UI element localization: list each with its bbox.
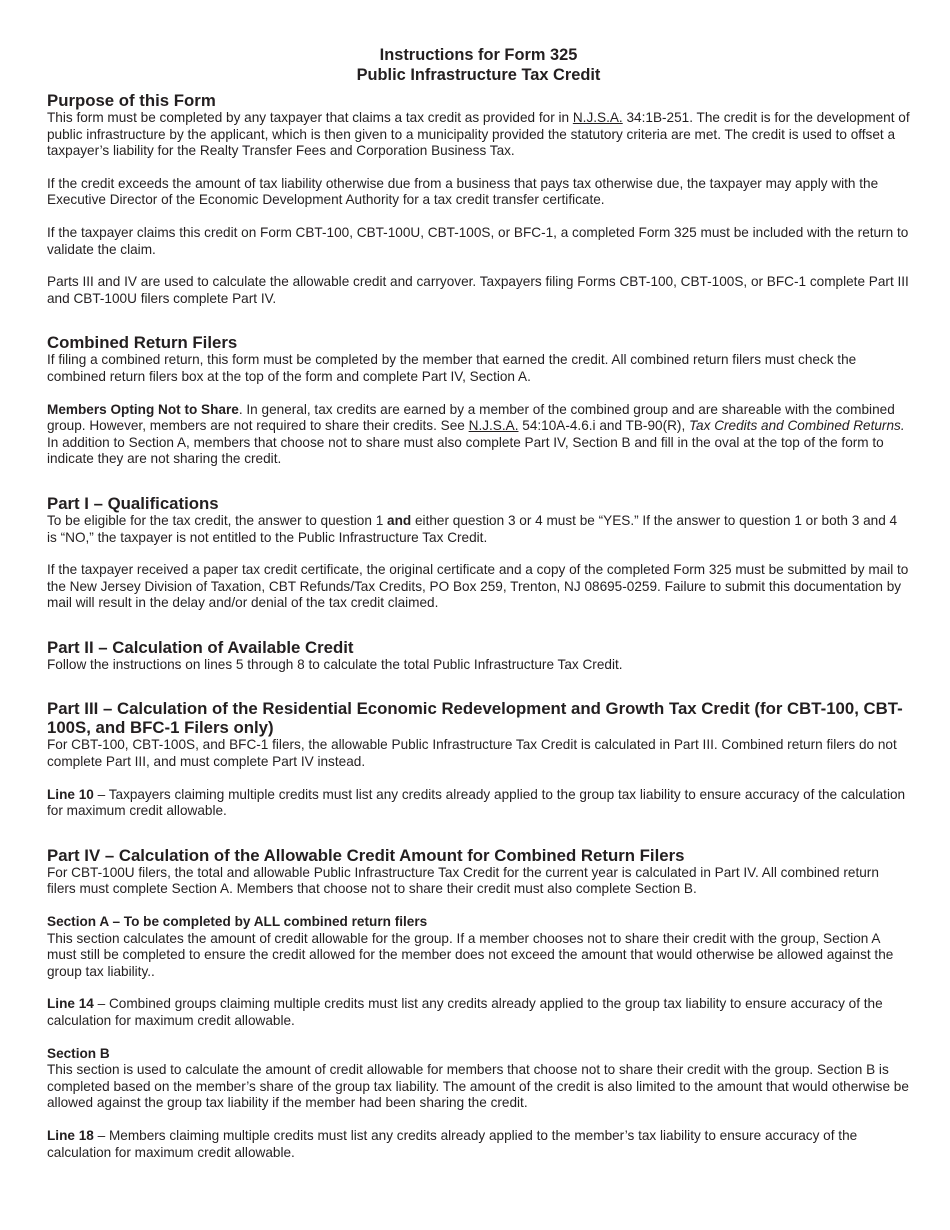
part-2-paragraph-1: Follow the instructions on lines 5 through 8 to calculate the total Public Infrastructure Tax Credit. bbox=[47, 656, 623, 672]
part-4-paragraph-1: For CBT-100U filers, the total and allowable Public Infrastructure Tax Credit for the current year is calculated in Part IV. All combined return filers must complete Section A. Members that choose not to share their credit must also complete Section B. bbox=[47, 864, 879, 897]
section-a-heading: Section A – To be completed by ALL combined return filers bbox=[47, 914, 428, 930]
section-a-text: This section calculates the amount of credit allowable for the group. If a member chooses not to share their credit with the group, Section A must still be completed to ensure the credit allowed for the member does not exceed the amount that would otherwise be allowed against the group tax liability.. bbox=[47, 930, 894, 979]
line-14-label: Line 14 bbox=[47, 996, 94, 1012]
part-4-section bbox=[47, 846, 910, 1161]
section-b-heading: Section B bbox=[47, 1045, 110, 1061]
part-3-heading: Part III – Calculation of the Residential Economic Redevelopment and Growth Tax Credit (for CBT-100, CBT-100S, and BFC-1 Filers only) bbox=[47, 699, 903, 738]
members-opting-label: Members Opting Not to Share bbox=[47, 401, 239, 417]
purpose-heading: Purpose of this Form bbox=[47, 91, 216, 110]
part-1-p1-text-a: To be eligible for the tax credit, the answer to question 1 bbox=[47, 512, 388, 528]
purpose-paragraph-2: If the credit exceeds the amount of tax liability otherwise due from a business that pays tax otherwise due, the taxpayer may apply with the Executive Director of the Economic Development Authority for a tax credit transfer certificate. bbox=[47, 175, 879, 208]
document-title bbox=[47, 45, 910, 85]
purpose-p1-text-a: This form must be completed by any taxpayer that claims a tax credit as provided for in bbox=[47, 110, 573, 125]
line-18-text: – Members claiming multiple credits must list any credits already applied to the member’s tax liability to ensure accuracy of the calculation for maximum credit allowable. bbox=[47, 1127, 858, 1160]
line-14-text: – Combined groups claiming multiple credits must list any credits already applied to the group tax liability to ensure accuracy of the calculation for maximum credit allowable. bbox=[47, 996, 883, 1028]
line-18-instruction bbox=[47, 1128, 910, 1161]
title-line-2: Public Infrastructure Tax Credit bbox=[356, 66, 601, 84]
part-3-paragraph-1: For CBT-100, CBT-100S, and BFC-1 filers, the allowable Public Infrastructure Tax Credit is calculated in Part III. Combined return filers do not complete Part III, and must complete Part IV instead. bbox=[47, 737, 897, 770]
part-1-heading: Part I – Qualifications bbox=[47, 493, 219, 513]
combined-p2-text-b: 54:10A-4.6.i and TB-90(R), bbox=[518, 418, 689, 434]
combined-p2-text-a: . In general, tax credits are earned by a member of the combined group and are shareable with the combined group. However, members are not required to share their credits. See bbox=[47, 401, 895, 434]
part-1-section bbox=[47, 494, 910, 612]
line-10-text: – Taxpayers claiming multiple credits must list any credits already applied to the group tax liability to ensure accuracy of the calculation for maximum credit allowable. bbox=[47, 786, 906, 819]
title-line-1: Instructions for Form 325 bbox=[379, 46, 578, 64]
part-1-p1-bold: and bbox=[387, 512, 412, 528]
part-2-heading: Part II – Calculation of Available Credit bbox=[47, 637, 354, 657]
combined-paragraph-2 bbox=[47, 402, 910, 468]
line-14-instruction bbox=[47, 996, 910, 1029]
part-1-paragraph-2: If the taxpayer received a paper tax credit certificate, the original certificate and a copy of the completed Form 325 must be submitted by mail to the New Jersey Division of Taxation, CBT Refunds/Tax Credits, PO Box 259, Trenton, NJ 08695-0259. Failure to submit this documentation by mail will result in the delay and/or denial of the tax credit claimed. bbox=[47, 562, 909, 611]
combined-heading: Combined Return Filers bbox=[47, 333, 238, 353]
part-4-heading: Part IV – Calculation of the Allowable Credit Amount for Combined Return Filers bbox=[47, 845, 685, 865]
purpose-paragraph-4: Parts III and IV are used to calculate the allowable credit and carryover. Taxpayers filing Forms CBT-100, CBT-100S, or BFC-1 complete Part III and CBT-100U filers complete Part IV. bbox=[47, 274, 909, 306]
part-1-paragraph-1 bbox=[47, 513, 910, 546]
statute-reference: N.J.S.A. bbox=[572, 110, 623, 125]
part-2-section bbox=[47, 638, 910, 674]
combined-p2-text-c: In addition to Section A, members that choose not to share must also complete Part IV, Section B and fill in the oval at the top of the form to indicate they are not sharing the credit. bbox=[47, 434, 884, 467]
part-1-p1-text-b: either question 3 or 4 must be “YES.” If the answer to question 1 or both 3 and 4 is “NO,” the taxpayer is not entitled to the Public Infrastructure Tax Credit. bbox=[47, 512, 898, 545]
purpose-section bbox=[47, 91, 910, 307]
section-b-text: This section is used to calculate the amount of credit allowable for members that choose not to share their credit with the group. Section B is completed based on the member’s share of the group tax liability. The amount of the credit is also limited to the amount that would otherwise be allowed against the group tax liability if the member had been sharing the credit. bbox=[47, 1062, 909, 1111]
purpose-paragraph-3: If the taxpayer claims this credit on Form CBT-100, CBT-100U, CBT-100S, or BFC-1, a completed Form 325 must be included with the return to validate the claim. bbox=[47, 224, 909, 257]
purpose-paragraph-1 bbox=[47, 110, 910, 160]
combined-return-section bbox=[47, 333, 910, 468]
combined-paragraph-1: If filing a combined return, this form must be completed by the member that earned the credit. All combined return filers must check the combined return filers box at the top of the form and complete Part IV, Section A. bbox=[47, 352, 857, 384]
part-3-section bbox=[47, 699, 910, 819]
bulletin-title: Tax Credits and Combined Returns. bbox=[689, 418, 905, 434]
line-10-label: Line 10 bbox=[47, 786, 94, 802]
statute-reference: N.J.S.A. bbox=[468, 418, 519, 434]
purpose-p1-text-b: 34:1B-251. The credit is for the development of public infrastructure by the applicant, which is then given to a municipality provided the statutory criteria are met. The credit is used to offset a taxpayer’s liability for the Realty Transfer Fees and Corporation Business Tax. bbox=[47, 110, 910, 159]
line-10-instruction bbox=[47, 787, 910, 820]
line-18-label: Line 18 bbox=[47, 1127, 94, 1143]
